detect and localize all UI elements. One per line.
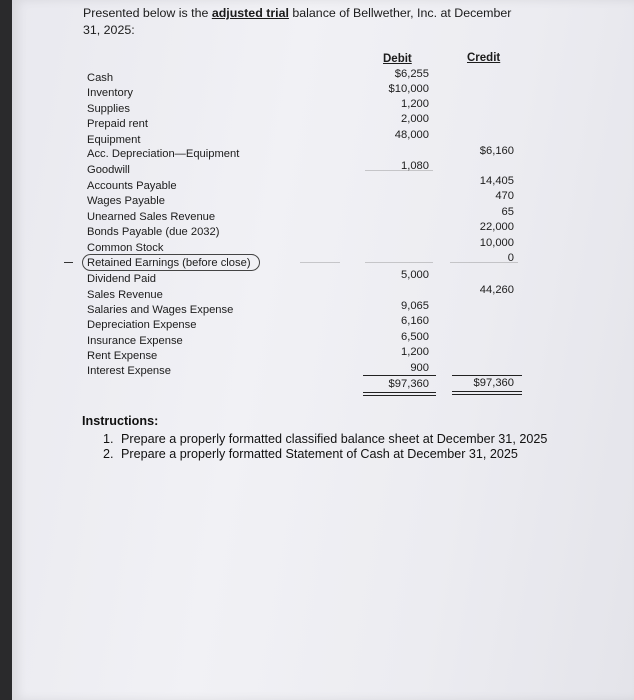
faint-guide-line [365,170,433,171]
instructions-heading: Instructions: [82,414,159,428]
debit-goodwill: 1,080 [401,160,429,172]
credit-wages-payable: 470 [495,190,514,202]
account-equipment: Equipment [87,134,141,146]
account-goodwill: Goodwill [87,164,130,176]
account-common-stock: Common Stock [87,242,164,254]
credit-acc-depreciation: $6,160 [479,145,514,157]
account-insurance-expense: Insurance Expense [87,335,183,347]
debit-prepaid-rent: 2,000 [401,113,429,125]
faint-guide-line [365,262,433,263]
intro-emphasis: adjusted trial [211,6,289,20]
intro-text-before: Presented below is the [83,6,212,20]
account-salaries-wages-expense: Salaries and Wages Expense [87,304,234,316]
account-wages-payable: Wages Payable [87,195,165,207]
instruction-number: 1. [103,432,114,446]
instruction-text: Prepare a properly formatted Statement of Cash at December 31, 2025 [121,447,518,461]
debit-interest-expense: 900 [410,362,429,374]
instruction-text: Prepare a properly formatted classified balance sheet at December 31, 2025 [121,432,548,446]
intro-text-after: balance of Bellwether, Inc. at December 31, 2025: [83,6,512,37]
faint-guide-line [450,262,518,263]
credit-retained-earnings: 0 [507,252,514,264]
credit-sales-revenue: 44,260 [479,284,514,296]
debit-insurance-expense: 6,500 [401,331,429,343]
account-unearned-sales-revenue: Unearned Sales Revenue [87,211,216,223]
faint-guide-line [300,262,340,263]
credit-total: $97,360 [473,377,514,389]
account-depreciation-expense: Depreciation Expense [87,319,197,331]
debit-total-rule-2 [363,395,436,396]
account-retained-earnings: Retained Earnings (before close) [87,257,251,269]
instruction-number: 2. [103,447,114,461]
intro-paragraph [83,5,513,39]
pen-circle-annotation [82,254,260,271]
debit-total-rule-1 [363,392,436,393]
instruction-item-1 [103,432,547,446]
account-interest-expense: Interest Expense [87,365,171,377]
credit-accounts-payable: 14,405 [479,175,514,187]
account-dividend-paid: Dividend Paid [87,273,157,285]
credit-column-header: Credit [467,52,501,64]
debit-rent-expense: 1,200 [401,346,429,358]
account-inventory: Inventory [87,87,134,99]
account-accounts-payable: Accounts Payable [87,180,177,192]
account-prepaid-rent: Prepaid rent [87,118,148,130]
instruction-item-2 [103,447,518,461]
account-cash: Cash [87,72,114,84]
debit-column-header: Debit [383,53,412,65]
account-rent-expense: Rent Expense [87,350,158,362]
debit-dividend-paid: 5,000 [401,269,429,281]
account-bonds-payable: Bonds Payable (due 2032) [87,226,220,238]
credit-unearned-sales-revenue: 65 [501,206,514,218]
debit-cash: $6,255 [394,68,429,80]
account-sales-revenue: Sales Revenue [87,289,163,301]
credit-total-rule-1 [452,391,522,392]
debit-inventory: $10,000 [388,83,429,95]
debit-supplies: 1,200 [401,98,429,110]
debit-total: $97,360 [388,378,429,390]
debit-equipment: 48,000 [394,129,429,141]
credit-total-rule-2 [452,394,522,395]
account-supplies: Supplies [87,103,130,115]
account-acc-depreciation: Acc. Depreciation—Equipment [87,148,240,160]
credit-common-stock: 10,000 [479,237,514,249]
pen-dash-mark [64,262,73,263]
debit-depreciation-expense: 6,160 [401,315,429,327]
debit-salaries-wages: 9,065 [401,300,429,312]
credit-bonds-payable: 22,000 [479,221,514,233]
